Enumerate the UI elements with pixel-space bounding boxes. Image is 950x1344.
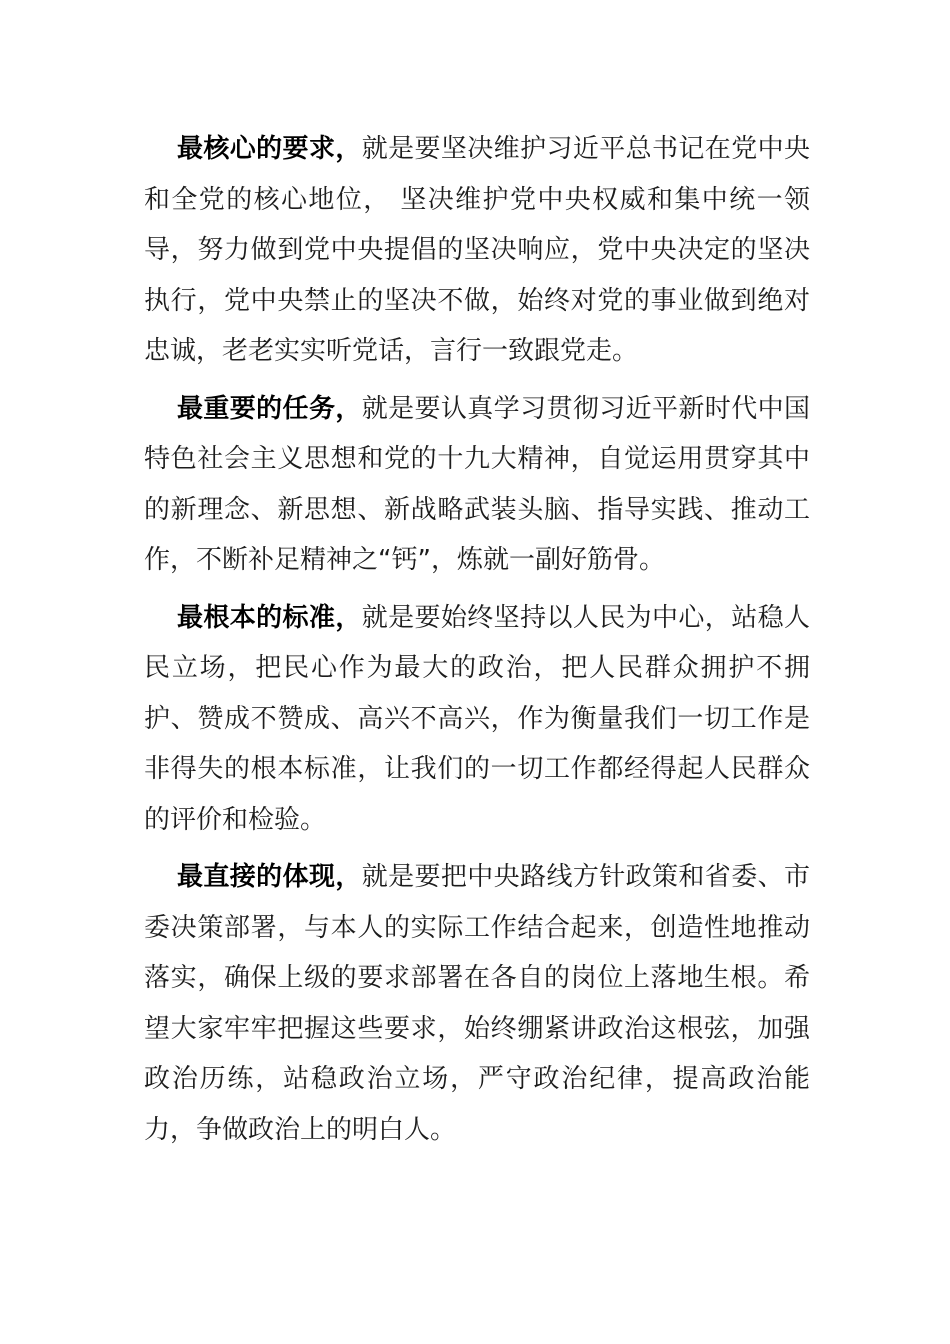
paragraph-lead: 最根本的标准， [177,602,362,633]
paragraph-important-task [144,384,810,586]
paragraph-body: 就是要认真学习贯彻习近平新时代中国特色社会主义思想和党的十九大精神，自觉运用贯穿其中的新理念、新思想、新战略武装头脑、指导实践、推动工作，不断补足精神之“钙”，炼就一副好筋骨。 [144,393,810,575]
paragraph-lead: 最核心的要求， [177,134,362,164]
paragraph-lead: 最直接的体现， [177,862,362,892]
paragraph-body: 就是要把中央路线方针政策和省委、市委决策部署，与本人的实际工作结合起来，创造性地推动落实，确保上级的要求部署在各自的岗位上落地生根。希望大家牢牢把握这些要求，始终绷紧讲政治这根弦，加强政治历练，站稳政治立场，严守政治纪律，提高政治能力，争做政治上的明白人。 [144,862,810,1145]
paragraph-core-requirement [144,124,810,377]
paragraph-fundamental-standard [144,593,810,846]
paragraph-direct-embodiment [144,852,810,1155]
paragraph-body: 就是要始终坚持以人民为中心，站稳人民立场，把民心作为最大的政治，把人民群众拥护不拥护、赞成不赞成、高兴不高兴，作为衡量我们一切工作是非得失的根本标准，让我们的一切工作都经得起人民群众的评价和检验。 [144,602,810,835]
paragraph-body: 就是要坚决维护习近平总书记在党中央和全党的核心地位， 坚决维护党中央权威和集中统一领导，努力做到党中央提倡的坚决响应，党中央决定的坚决执行，党中央禁止的坚决不做，始终对党的事业做到绝对忠诚，老老实实听党话，言行一致跟党走。 [144,134,810,366]
document-page [144,124,810,1162]
paragraph-lead: 最重要的任务， [177,393,362,424]
